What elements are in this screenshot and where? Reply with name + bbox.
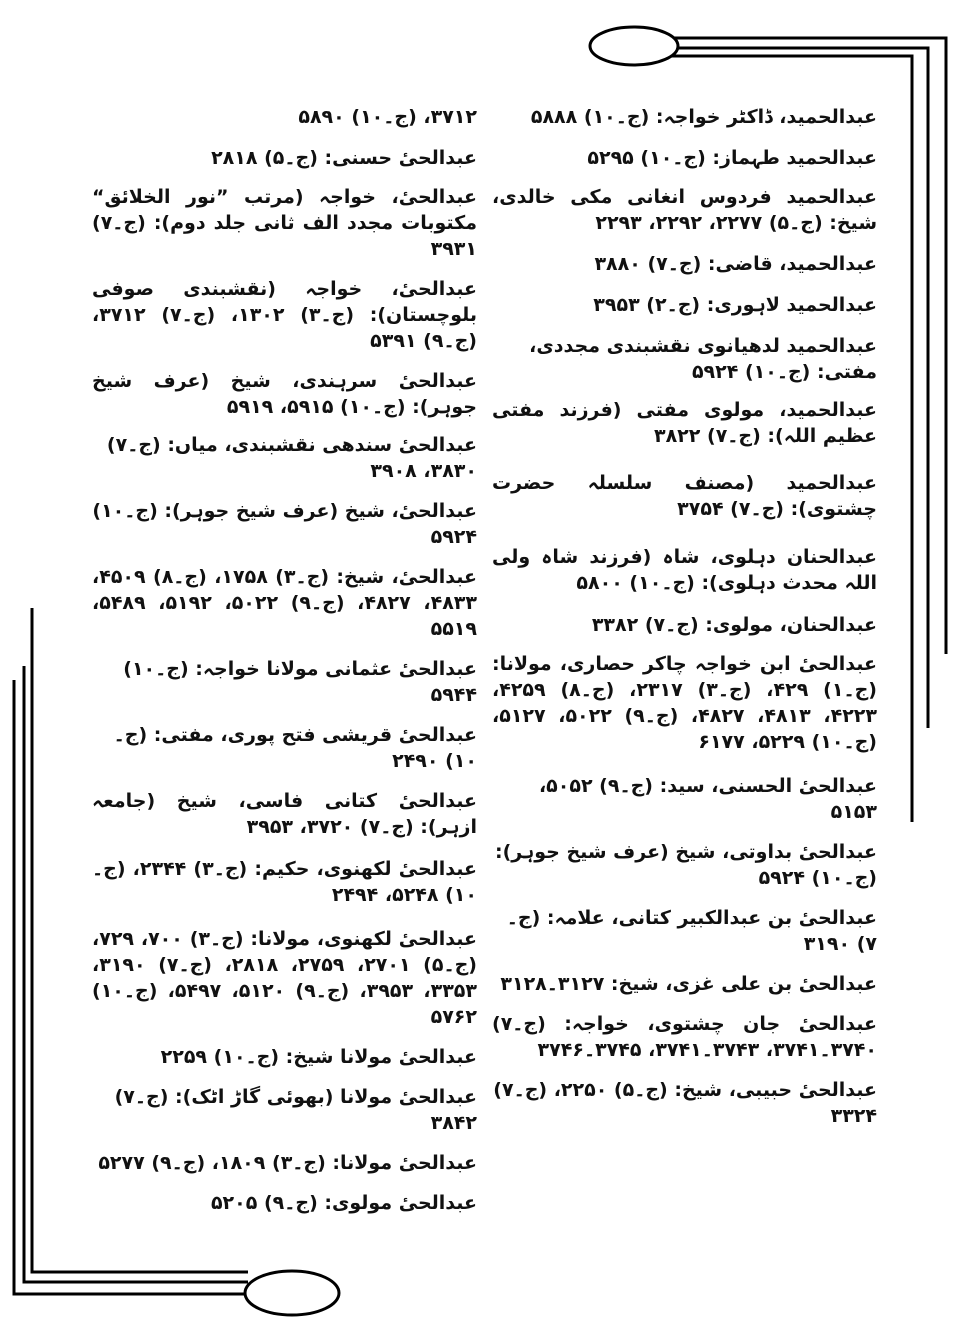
index-entry: عبدالحیٔ ابن خواجہ چاکر حصاری، مولانا: (ج۔۱) ۴۲۹، (ج۔۳) ۲۳۱۷، (ج۔۸) ۴۲۵۹، ۴۲۲۳، ۴۸۱۳، ۴۸۲۷، (ج۔۹) ۵۰۲۲، ۵۱۲۷، (ج۔۱۰) ۵۲۲۹، ۶۱۷۷ xyxy=(492,653,877,753)
index-entry: عبدالحیٔ لکھنوی، حکیم: (ج۔۳) ۲۳۴۴، (ج۔۱۰) ۵۲۴۸، ۲۴۹۴ xyxy=(92,858,477,906)
index-entry: عبدالحیٔ قریشی فتح پوری، مفتی: (ج۔۱۰) ۲۴۹۰ xyxy=(113,724,477,772)
index-entry: عبدالحیٔ کتانی فاسی، شیخ (جامعہ ازہر): (ج۔۷) ۳۷۲۰، ۳۹۵۳ xyxy=(92,790,477,838)
index-entry: عبدالحیٔ بداوتی، شیخ (عرف شیخ جوہر): (ج۔۱۰) ۵۹۲۴ xyxy=(494,841,877,889)
index-entry: عبدالحیٔ، خواجہ (نقشبندی صوفی بلوچستان): (ج۔۳) ۱۳۰۲، (ج۔۷) ۳۷۱۲، (ج۔۹) ۵۳۹۱ xyxy=(92,278,477,352)
index-entry: عبدالحمید فردوس انغانی مکی خالدی، شیخ: (ج۔۵) ۲۲۷۷، ۲۲۹۲، ۲۲۹۳ xyxy=(492,186,877,234)
top-oval-ornament xyxy=(590,27,678,65)
index-entry: عبدالحیٔ حسنی: (ج۔۵) ۲۸۱۸ xyxy=(211,147,477,169)
index-entry: عبدالحیٔ مولانا شیخ: (ج۔۱۰) ۲۲۵۹ xyxy=(160,1046,477,1068)
index-entry: عبدالحمید طہماز: (ج۔۱۰) ۵۲۹۵ xyxy=(587,147,877,169)
index-entry: عبدالحیٔ مولانا: (ج۔۳) ۱۸۰۹، (ج۔۹) ۵۲۷۷ xyxy=(98,1152,477,1174)
index-entry: عبدالحمید لدھیانوی نقشبندی مجددی، مفتی: (ج۔۱۰) ۵۹۲۴ xyxy=(529,335,877,383)
index-entry: عبدالحیٔ الحسنی، سید: (ج۔۹) ۵۰۵۲، ۵۱۵۳ xyxy=(538,775,877,823)
index-entry: عبدالحمید (مصنف سلسلہ حضرت چشتوی): (ج۔۷) ۳۷۵۴ xyxy=(492,472,877,520)
index-entry: عبدالحیٔ جان چشتوی، خواجہ: (ج۔۷) ۳۷۴۰۔۳۷۴۱، ۳۷۴۳۔۳۷۴۱، ۳۷۴۵۔۳۷۴۶ xyxy=(492,1013,877,1061)
index-entry: عبدالحنان دہلوی، شاہ (فرزند شاہ ولی اللہ محدث دہلوی): (ج۔۱۰) ۵۸۰۰ xyxy=(492,546,877,594)
index-entry: عبدالحیٔ بن عبدالکبیر کتانی، علامہ: (ج۔۷) ۳۱۹۰ xyxy=(506,907,877,955)
index-entry: عبدالحیٔ بن علی غزی، شیخ: ۳۱۲۷۔۳۱۲۸ xyxy=(500,973,877,995)
index-entry: عبدالحیٔ لکھنوی، مولانا: (ج۔۳) ۷۰۰، ۷۲۹، (ج۔۵) ۲۷۰۱، ۲۷۵۹، ۲۸۱۸، (ج۔۷) ۳۱۹۰، ۳۳۵۳، ۳۹۵۳، (ج۔۹) ۵۱۲۰، ۵۴۹۷، (ج۔۱۰) ۵۷۶۲ xyxy=(92,928,477,1028)
index-entry: عبدالحیٔ سرہندی، شیخ (عرف شیخ جوہر): (ج۔۱۰) ۵۹۱۵، ۵۹۱۹ xyxy=(92,370,477,418)
index-entry: عبدالحنان، مولوی: (ج۔۷) ۳۳۸۲ xyxy=(591,614,877,636)
index-entry: عبدالحیٔ مولانا (بھوئی گاڑ اٹک): (ج۔۷) ۳۸۴۲ xyxy=(114,1086,477,1134)
index-entry: عبدالحمید لاہوری: (ج۔۲) ۳۹۵۳ xyxy=(593,294,877,316)
index-entry: عبدالحیٔ سندھی نقشبندی، میاں: (ج۔۷) ۳۸۳۰، ۳۹۰۸ xyxy=(106,434,477,482)
index-entry: عبدالحمید، قاضی: (ج۔۷) ۳۸۸۰ xyxy=(594,253,877,275)
bottom-oval-ornament xyxy=(245,1271,339,1315)
index-entry: عبدالحیٔ، خواجہ (مرتب ”نور الخلائق“ مکتوبات مجدد الف ثانی جلد دوم): (ج۔۷) ۳۹۳۱ xyxy=(92,186,477,260)
index-entry: عبدالحیٔ مولوی: (ج۔۹) ۵۲۰۵ xyxy=(210,1192,477,1214)
index-entry: عبدالحمید، ڈاکٹر خواجہ: (ج۔۱۰) ۵۸۸۸ xyxy=(530,106,877,128)
index-entry: عبدالحمید، مولوی مفتی (فرزند مفتی عظیم اللہ): (ج۔۷) ۳۸۲۲ xyxy=(492,399,877,447)
left-column xyxy=(92,96,477,1216)
index-entry: عبدالحیٔ حبیبی، شیخ: (ج۔۵) ۲۲۵۰، (ج۔۷) ۳۳۲۴ xyxy=(493,1079,877,1127)
index-entry: عبدالحیٔ عثمانی مولانا خواجہ: (ج۔۱۰) ۵۹۴۴ xyxy=(123,658,477,706)
right-column xyxy=(492,96,877,1129)
index-entry: عبدالحیٔ، شیخ: (ج۔۳) ۱۷۵۸، (ج۔۸) ۴۵۰۹، ۴۸۳۳، ۴۸۲۷، (ج۔۹) ۵۰۲۲، ۵۱۹۲، ۵۴۸۹، ۵۵۱۹ xyxy=(92,566,477,640)
index-entry: ۳۷۱۲، (ج۔۱۰) ۵۸۹۰ xyxy=(298,106,477,128)
index-entry: عبدالحیٔ، شیخ (عرف شیخ جوہر): (ج۔۱۰) ۵۹۲۴ xyxy=(92,500,477,548)
